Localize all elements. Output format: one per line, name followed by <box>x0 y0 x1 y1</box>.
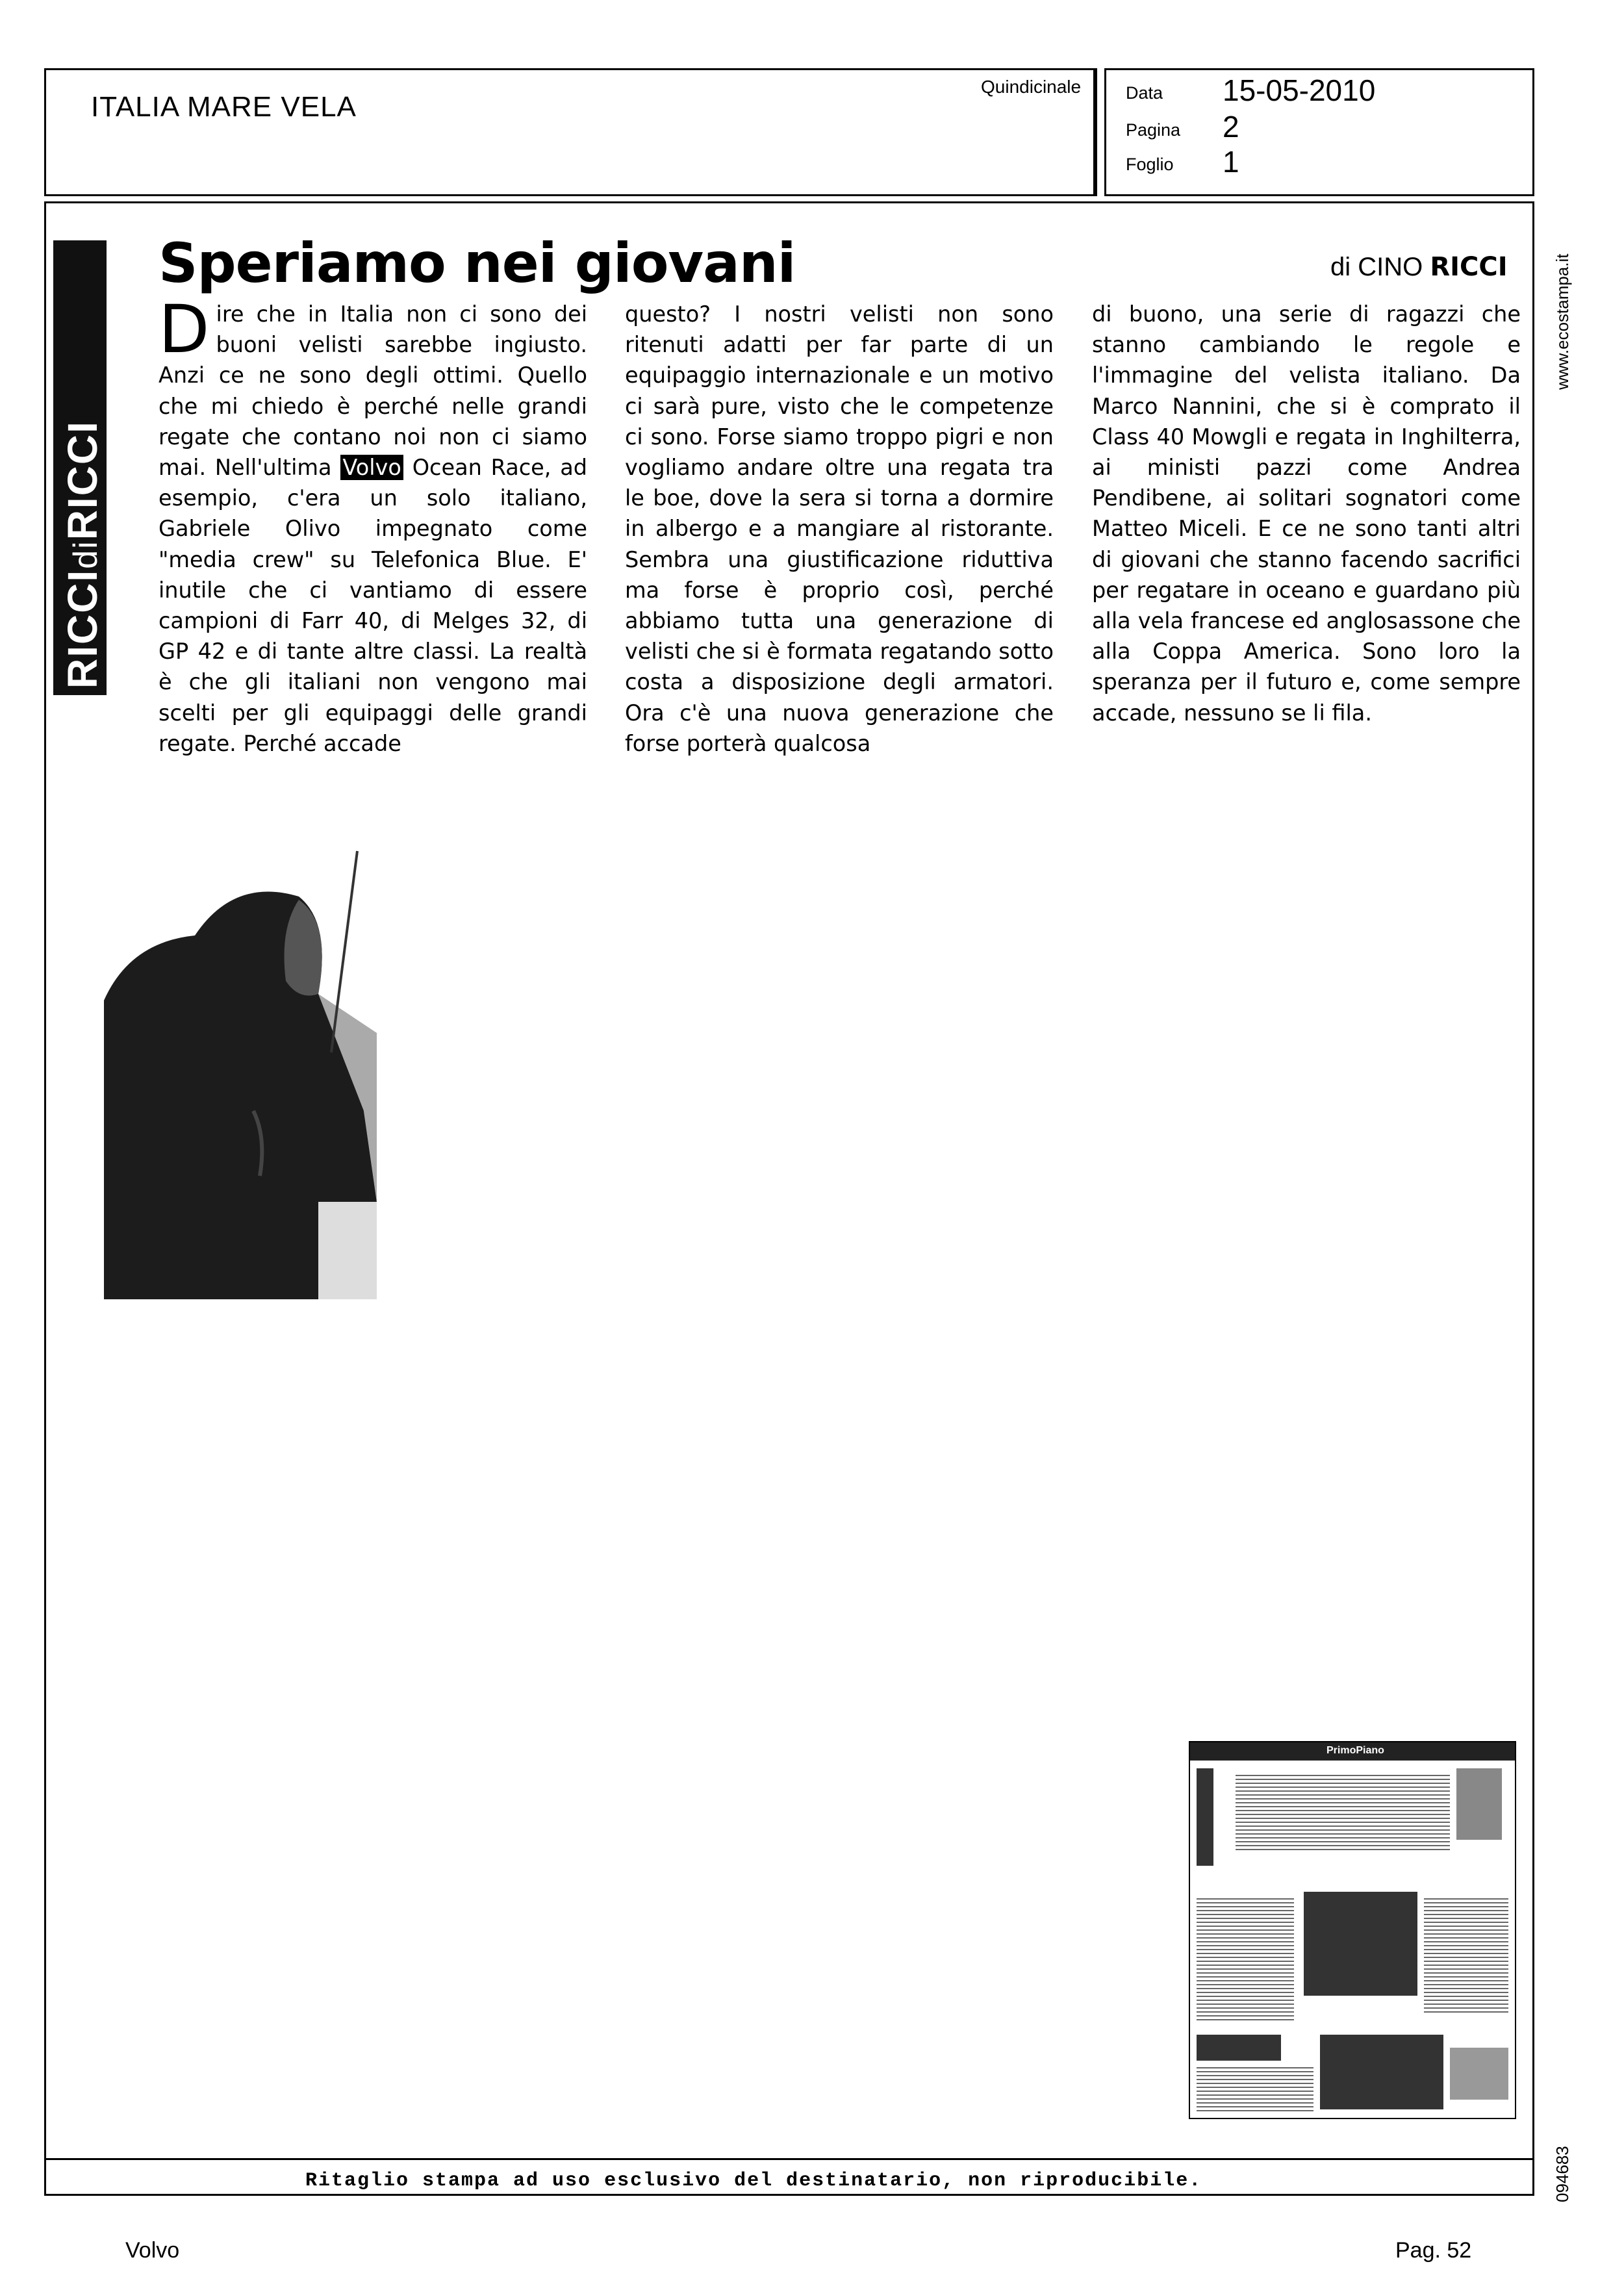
article-column-1: Dire che in Italia non ci sono dei buoni velisti sarebbe ingiusto. Anzi ce ne sono degli ottimi. Quello che mi chiedo è perché nelle grandi regate che contano noi non ci siamo mai. Nell'ultima Volvo Ocean Race, ad esempio, c'era un solo italiano, Gabriele Olivo impegnato come "media crew" su Telefonica Blue. E' inutile che ci vantiamo di essere campioni di Farr 40, di Melges 32, di GP 42 e di tante altre classi. La realtà è che gli italiani non vengono mai scelti per gli equipaggi delle grandi regate. Perché accade <box>159 291 588 756</box>
website-vertical: www.ecostampa.it <box>1553 253 1572 390</box>
header-divider <box>1095 68 1104 196</box>
frequency: Quindicinale <box>981 77 1082 97</box>
article-column-2: questo? I nostri velisti non sono ritenuti adatti per far parte di un equipaggio internazionale e un motivo ci sarà pure, visto che le competenze ci sono. Forse siamo troppo pigri e non vogliamo andare oltre una regata tra le boe, dove la sera si torna a dormire in albergo e a mangiare al ristorante. Sembra una giustificazione riduttiva ma forse è proprio così, perché abbiamo tutta una generazione di velisti che si è formata regatando sotto costa a disposizione degli armatori. Ora c'è una nuova generazione che forse porterà qualcosa <box>625 301 1054 756</box>
keyword-highlight: Volvo <box>340 455 403 480</box>
byline: di CINO RICCI <box>1330 252 1508 282</box>
disclaimer: Ritaglio stampa ad uso esclusivo del destinatario, non riproducibile. <box>305 2170 1202 2192</box>
section-tag: RICCIdiRICCI <box>53 240 107 695</box>
date-label: Data <box>1126 83 1163 103</box>
footer-divider <box>44 2158 1534 2160</box>
keyword-label: Volvo <box>125 2238 180 2263</box>
article-column-3: di buono, una serie di ragazzi che stanno cambiando le regole e l'immagine del velista italiano. Da Marco Nannini, che si è comprato il Class 40 Mowgli e regata in Inghilterra, ai ministi pazzi come Andrea Pendibene, ai solitari sognatori come Matteo Miceli. E ce ne sono tanti altri di giovani che stanno facendo sacrifici per regatare in oceano e guardano più alla vela francese ed anglosassone che alla Coppa America. Sono loro la speranza per il futuro e, come sempre accade, nessuno se li fila. <box>1092 301 1521 726</box>
sheet-value: 1 <box>1223 145 1239 179</box>
drop-cap: D <box>159 291 210 368</box>
header-box <box>44 68 1095 196</box>
page-value: 2 <box>1223 110 1239 144</box>
page-label: Pagina <box>1126 120 1181 140</box>
page-thumbnail: PrimoPiano <box>1189 1741 1516 2119</box>
headline: Speriamo nei giovani <box>159 231 796 295</box>
author-photo <box>104 838 377 1299</box>
clipping-code: 094683 <box>1553 2146 1572 2202</box>
page-number: Pag. 52 <box>1395 2238 1472 2263</box>
date-value: 15-05-2010 <box>1223 73 1376 107</box>
publication-name: ITALIA MARE VELA <box>91 91 357 123</box>
sheet-label: Foglio <box>1126 155 1174 174</box>
